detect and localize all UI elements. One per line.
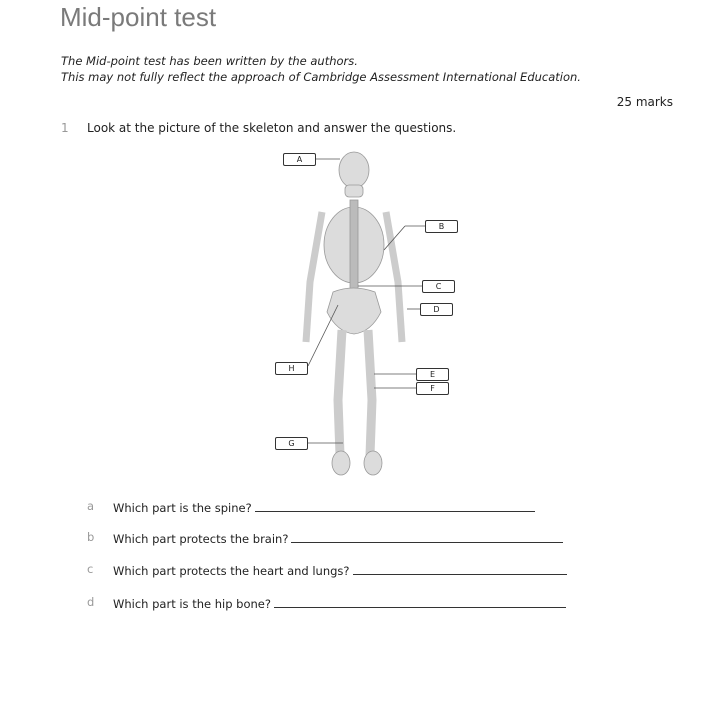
question-part-c <box>113 562 567 578</box>
label-f: F <box>416 382 449 395</box>
answer-line-a[interactable] <box>255 499 535 512</box>
label-e: E <box>416 368 449 381</box>
question-text: Look at the picture of the skeleton and answer the questions. <box>87 121 457 135</box>
question-part-d <box>113 595 566 611</box>
label-a: A <box>283 153 316 166</box>
label-g: G <box>275 437 308 450</box>
question-part-b <box>113 530 563 546</box>
question-part-a <box>113 499 535 515</box>
label-d: D <box>420 303 453 316</box>
answer-line-b[interactable] <box>291 530 563 543</box>
page-title: Mid-point test <box>60 2 217 32</box>
author-note: The Mid-point test has been written by the authors. <box>61 54 358 68</box>
part-text: Which part protects the heart and lungs? <box>113 564 350 578</box>
part-text: Which part is the spine? <box>113 501 252 515</box>
part-letter: c <box>87 562 94 576</box>
total-marks: 25 marks <box>616 95 673 109</box>
label-h: H <box>275 362 308 375</box>
answer-line-c[interactable] <box>353 562 567 575</box>
label-c: C <box>422 280 455 293</box>
part-letter: a <box>87 499 95 513</box>
part-text: Which part is the hip bone? <box>113 597 271 611</box>
disclaimer-note: This may not fully reflect the approach of Cambridge Assessment International Education. <box>61 70 581 84</box>
answer-line-d[interactable] <box>274 595 566 608</box>
part-letter: b <box>87 530 95 544</box>
part-text: Which part protects the brain? <box>113 532 289 546</box>
label-b: B <box>425 220 458 233</box>
part-letter: d <box>87 595 95 609</box>
question-number: 1 <box>61 121 69 135</box>
